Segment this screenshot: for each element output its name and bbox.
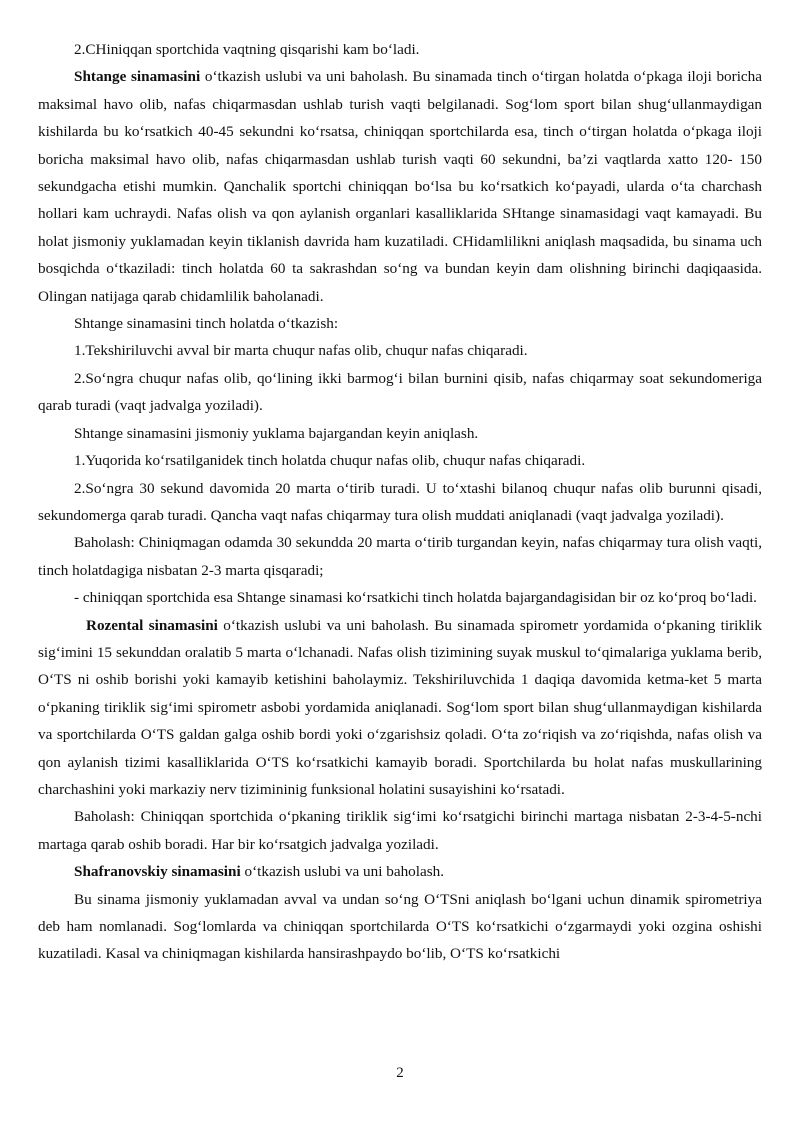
paragraph-shafranovskiy-intro: Shafranovskiy sinamasini o‘tkazish uslubi va uni baholash. <box>74 863 445 881</box>
bold-term-rozental: Rozental sinamasini <box>86 616 218 634</box>
paragraph-12: Baholash: Chiniqqan sportchida o‘pkaning tiriklik sig‘imi ko‘rsatgichi birinchi martaga nisbatan 2-3-4-5-nchi martaga qarab oshib boradi. Har bir ko‘rsatgich jadvalga yoziladi. <box>38 808 762 853</box>
page-number: 2 <box>396 1065 404 1081</box>
paragraph-9: Baholash: Chiniqmagan odamda 30 sekundda 20 marta o‘tirib turgandan keyin, nafas chiqarmay tura olish vaqti, tinch holatdagiga nisbatan 2-3 marta qisqaradi; <box>38 534 762 579</box>
paragraph-7: 1.Yuqorida ko‘rsatilganidek tinch holatda chuqur nafas olib, chuqur nafas chiqaradi. <box>74 452 586 470</box>
paragraph-shtange-intro: Shtange sinamasini o‘tkazish uslubi va uni baholash. Bu sinamada tinch o‘tirgan holatda o‘pkaga iloji boricha maksimal havo olib, nafas chiqarmasdan ushlab turish vaqti belgilanadi. Sog‘lom sport bilan shug‘ullanmaydigan kishilarda bu ko‘rsatkich 40-45 sekundni ko‘rsatsa, chiniqqan sportchilarda esa, tinch o‘tirgan holatda o‘pkaga iloji boricha maksimal havo olib, nafas chiqarmasdan ushlab turish vaqti 60 sekundni, ba’zi vaqtlarda xatto 120- 150 sekundgacha etishi mumkin. Qanchalik sportchi chiniqqan bo‘lsa bu ko‘rsatkich ko‘payadi, ularda o‘ta charchash hollari kam uchraydi. Nafas olish va qon aylanish organlari kasalliklarida SHtange sinamasidagi vaqt kamayadi. Bu holat jismoniy yuklamadan keyin tiklanish davrida ham kuzatiladi. CHidamlilikni aniqlash maqsadida, bu sinama uch bosqichda o‘tkaziladi: tinch holatda 60 ta sakrashdan so‘ng va bundan keyin dam olishning birinchi daqiqaasida. Olingan natijaga qarab chidamlilik baholanadi. <box>38 68 762 305</box>
bold-term-shtange: Shtange sinamasini <box>74 68 201 86</box>
paragraph-rozental-intro: Rozental sinamasini o‘tkazish uslubi va uni baholash. Bu sinamada spirometr yordamida o‘pkaning tiriklik sig‘imini 15 sekunddan oralatib 5 marta o‘lchanadi. Nafas olish tizimining suyak muskul to‘qimalariga yuklama berib, O‘TS ni oshib borishi yoki kamayib ketishini baholaymiz. Tekshiriluvchida 1 daqiqa davomida ketma-ket 5 marta o‘pkaning tiriklik sig‘imi spirometr asbobi yordamida aniqlanadi. Sog‘lom sport bilan shug‘ullanmaydigan kishilarda va sportchilarda O‘TS galdan galga oshib bordi yoki o‘zgarishsiz qoladi. O‘ta zo‘riqish va zo‘riqishda, nafas olish va qon aylanish tizimi kasalliklarida O‘TS ko‘rsatkichi kamayib boradi. Sportchilarda bu holat nafas muskullarining charchashini yoki markaziy nerv tizimininig funksional holatini susayishini ko‘rsatadi. <box>38 616 762 798</box>
paragraph-1: 2.CHiniqqan sportchida vaqtning qisqarishi kam bo‘ladi. <box>74 41 420 58</box>
paragraph-4: 1.Tekshiriluvchi avval bir marta chuqur nafas olib, chuqur nafas chiqaradi. <box>74 342 528 360</box>
paragraph-6: Shtange sinamasini jismoniy yuklama bajargandan keyin aniqlash. <box>74 424 479 442</box>
paragraph-3: Shtange sinamasini tinch holatda o‘tkazish: <box>74 315 339 333</box>
document-body <box>38 36 762 968</box>
paragraph-5: 2.So‘ngra chuqur nafas olib, qo‘lining ikki barmog‘i bilan burnini qisib, nafas chiqarmay soat sekundomeriga qarab turadi (vaqt jadvalga yoziladi). <box>38 369 762 415</box>
paragraph-14: Bu sinama jismoniy yuklamadan avval va undan so‘ng O‘TSni aniqlash bo‘lgani uchun dinamik spirometriya deb ham nomlanadi. Sog‘lomlarda va chiniqqan sportchilarda O‘TS ko‘rsatkichi o‘zgarmaydi yoki ozgina oshishi kuzatiladi. Kasal va chiniqmagan kishilarda hansirashpaydo bo‘lib, O‘TS ko‘rsatkichi <box>38 890 762 963</box>
paragraph-8: 2.So‘ngra 30 sekund davomida 20 marta o‘tirib turadi. U to‘xtashi bilanoq chuqur nafas olib burunni qisadi, sekundomerga qarab turadi. Qancha vaqt nafas chiqarmay tura olish muddati aniqlanadi (vaqt jadvalga yoziladi). <box>38 479 762 524</box>
paragraph-10: - chiniqqan sportchida esa Shtange sinamasi ko‘rsatkichi tinch holatda bajargandagisidan bir oz ko‘proq bo‘ladi. <box>74 589 757 607</box>
bold-term-shafranovskiy: Shafranovskiy sinamasini <box>74 863 241 881</box>
